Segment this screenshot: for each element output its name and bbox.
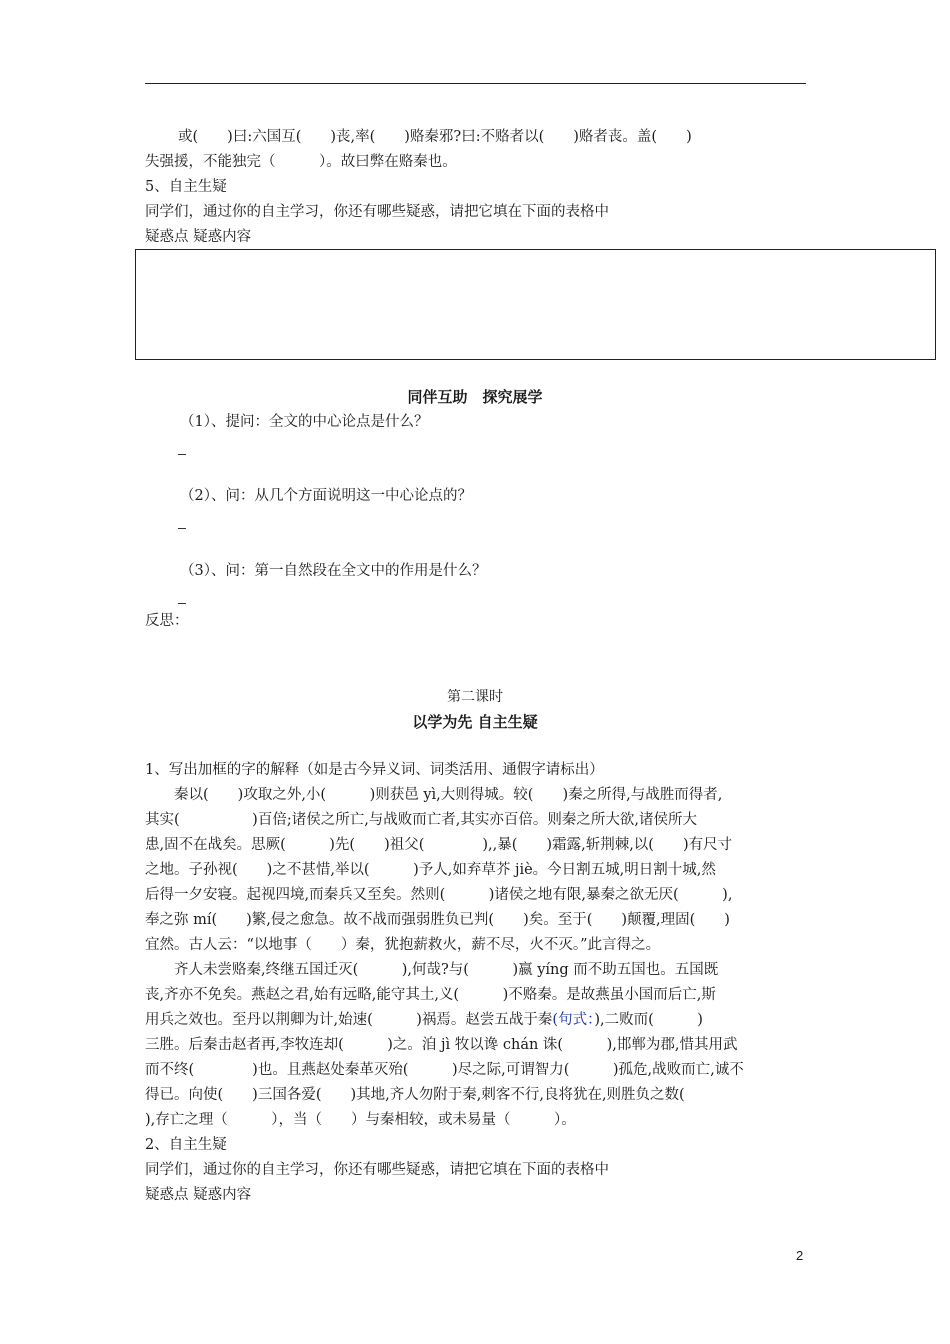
table-header-label: 疑惑点 疑惑内容	[145, 229, 252, 245]
doubt-table-box[interactable]	[135, 249, 936, 360]
passage-line: 后得一夕安寝。起视四境,而秦兵又至矣。然则( )诸侯之地有限,暴秦之欲无厌( ),	[145, 887, 733, 903]
answer-blank[interactable]	[178, 603, 186, 604]
passage-line	[145, 1010, 703, 1030]
lesson-heading: 以学为先 自主生疑	[412, 713, 538, 731]
passage-text: 用兵之效也。至丹以荆卿为计,始速( )祸焉。赵尝五战于秦	[145, 1012, 553, 1028]
passage-line: 秦以( )攻取之外,小( )则获邑 yì,大则得城。较( )秦之所得,与战胜而得者,	[145, 787, 723, 803]
passage-line: 奉之弥 mí( )繁,侵之愈急。故不战而强弱胜负已判( )矣。至于( )颠覆,理固( )	[145, 912, 730, 928]
section-title: 5、自主生疑	[145, 179, 227, 195]
lesson-subtitle: 第二课时	[447, 689, 503, 705]
passage-line: 得已。向使( )三国各爱( )其地,齐人勿附于秦,刺客不行,良将犹在,则胜负之数(	[145, 1087, 685, 1103]
passage-line: 或( )曰:六国互( )丧,率( )赂秦邪?曰:不赂者以( )赂者丧。盖( )	[178, 129, 692, 145]
task-1-title: 1、写出加框的字的解释（如是古今异义词、词类活用、通假字请标出）	[145, 762, 604, 778]
table-header-label: 疑惑点 疑惑内容	[145, 1187, 252, 1203]
passage-line: 失强援，不能独完（ ）。故曰弊在赂秦也。	[145, 154, 457, 170]
question-3: （3）、问：第一自然段在全文中的作用是什么？	[180, 563, 487, 579]
reflection-label: 反思：	[145, 613, 189, 629]
passage-text: ),二败而( )	[594, 1012, 703, 1028]
question-2: （2）、问：从几个方面说明这一中心论点的？	[180, 488, 472, 504]
passage-line: 宜然。古人云：“以地事（ ）秦，犹抱薪救火，薪不尽，火不灭。”此言得之。	[145, 937, 661, 953]
passage-line: ),存亡之理（ ），当（ ）与秦相较，或未易量（ ）。	[145, 1112, 576, 1128]
header-rule	[145, 83, 806, 84]
passage-line: 患,固不在战矣。思厥( )先( )祖父( ),,暴( )霜露,斩荆棘,以( )有尺寸	[145, 837, 733, 853]
passage-line: 之地。子孙视( )之不甚惜,举以( )予人,如弃草芥 jiè。今日割五城,明日割十城,然	[145, 862, 716, 878]
passage-line: 齐人未尝赂秦,终继五国迁灭( ),何哉?与( )嬴 yíng 而不助五国也。五国既	[145, 962, 719, 978]
page-number: 2	[796, 1248, 804, 1263]
sentence-pattern-note: (句式：	[552, 1012, 595, 1028]
passage-line: 其实( )百倍;诸侯之所亡,与战败而亡者,其实亦百倍。则秦之所大欲,诸侯所大	[145, 812, 698, 828]
question-1: （1）、提问：全文的中心论点是什么？	[180, 414, 429, 430]
instruction-text: 同学们，通过你的自主学习，你还有哪些疑惑，请把它填在下面的表格中	[145, 1162, 609, 1178]
passage-line: 丧,齐亦不免矣。燕赵之君,始有远略,能守其土,义( )不赂秦。是故燕虽小国而后亡,斯	[145, 987, 716, 1003]
task-2-title: 2、自主生疑	[145, 1137, 227, 1153]
answer-blank[interactable]	[178, 528, 186, 529]
passage-line: 而不终( )也。且燕赵处秦革灭殆( )尽之际,可谓智力( )孤危,战败而亡,诚不	[145, 1062, 744, 1078]
passage-line: 三胜。后秦击赵者再,李牧连却( )之。洎 jì 牧以谗 chán 诛( ),邯郸为郡,惜其用武	[145, 1037, 738, 1053]
section-heading: 同伴互助 探究展学	[407, 388, 543, 406]
instruction-text: 同学们，通过你的自主学习，你还有哪些疑惑，请把它填在下面的表格中	[145, 204, 609, 220]
answer-blank[interactable]	[178, 454, 186, 455]
